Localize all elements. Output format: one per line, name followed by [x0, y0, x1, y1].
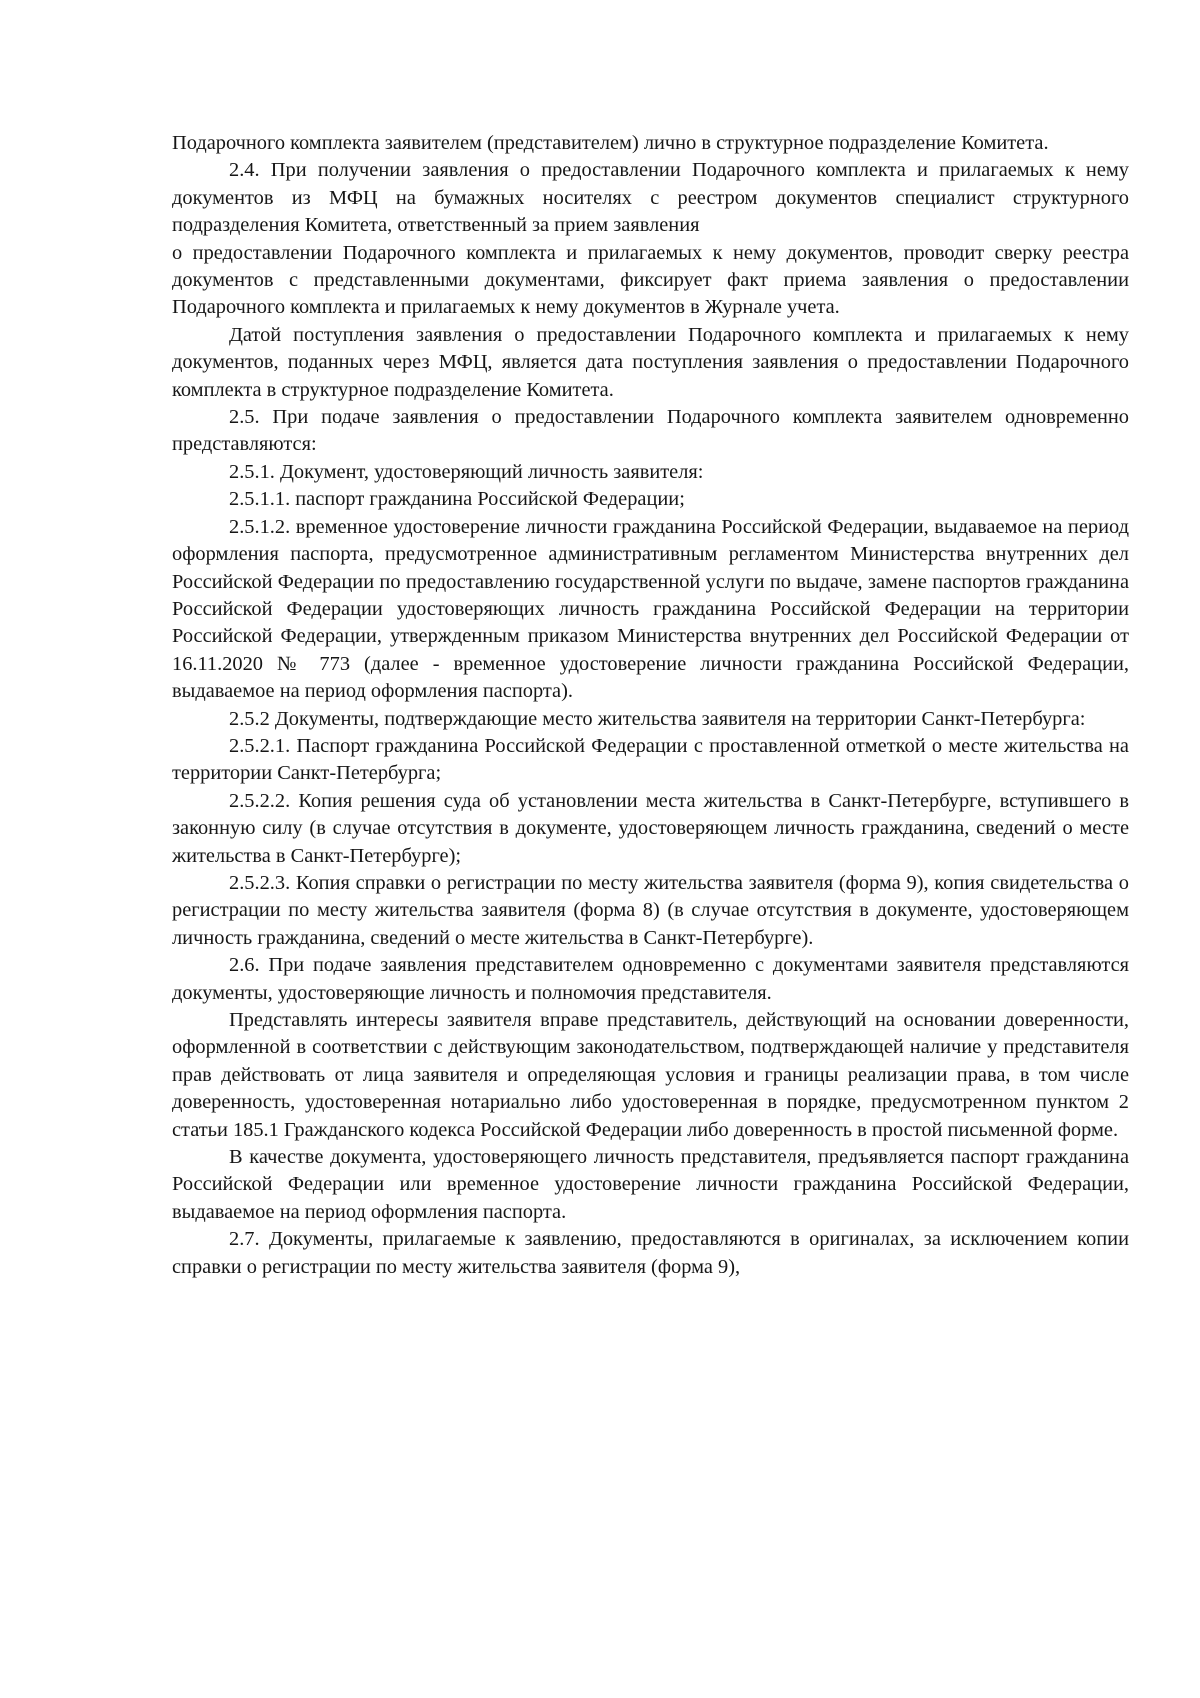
paragraph-1: Подарочного комплекта заявителем (представителем) лично в структурное подразделение Комитета.: [172, 132, 1049, 154]
paragraph-2-5-1-2: 2.5.1.2. временное удостоверение личности гражданина Российской Федерации, выдаваемое на период оформления паспорта, предусмотренное административным регламентом Министерства внутренних дел Российской Федерации по предоставлению государственной услуги по выдаче, замене паспортов гражданина Российской Федерации удостоверяющих личность гражданина Российской Федерации на территории Российской Федерации, утвержденным приказом Министерства внутренних дел Российской Федерации от 16.11.2020 № 773 (далее - временное удостоверение личности гражданина Российской Федерации, выдаваемое на период оформления паспорта).: [172, 515, 1129, 703]
document-page: [172, 130, 1129, 1281]
paragraph-representative: Представлять интересы заявителя вправе представитель, действующий на основании доверенности, оформленной в соответствии с действующим законодательством, подтверждающей наличие у представителя прав действовать от лица заявителя и определяющая условия и границы реализации права, в том числе доверенность, удостоверенная нотариально либо удостоверенная в порядке, предусмотренном пунктом 2 статьи 185.1 Гражданского кодекса Российской Федерации либо доверенность в простой письменной форме.: [172, 1009, 1129, 1141]
paragraph-receipt-date: Датой поступления заявления о предоставлении Подарочного комплекта и прилагаемых к нему документов, поданных через МФЦ, является дата поступления заявления о предоставлении Подарочного комплекта в структурное подразделение Комитета.: [172, 323, 1129, 401]
paragraph-2-4-cont: о предоставлении Подарочного комплекта и прилагаемых к нему документов, проводит сверку реестра документов с представленными документами, фиксирует факт приема заявления о предоставлении Подарочного комплекта и прилагаемых к нему документов в Журнале учета.: [172, 241, 1129, 319]
paragraph-2-5-1-1: 2.5.1.1. паспорт гражданина Российской Федерации;: [229, 488, 685, 511]
paragraph-2-5-2-2: 2.5.2.2. Копия решения суда об установлении места жительства в Санкт-Петербурге, вступившего в законную силу (в случае отсутствия в документе, удостоверяющем личность гражданина, сведений о месте жительства в Санкт-Петербурге);: [172, 789, 1129, 867]
paragraph-2-5-2: 2.5.2 Документы, подтверждающие место жительства заявителя на территории Санкт-Петербурга:: [229, 707, 1086, 730]
paragraph-2-7: 2.7. Документы, прилагаемые к заявлению, предоставляются в оригиналах, за исключением копии справки о регистрации по месту жительства заявителя (форма 9),: [172, 1228, 1129, 1278]
paragraph-representative-id: В качестве документа, удостоверяющего личность представителя, предъявляется паспорт гражданина Российской Федерации или временное удостоверение личности гражданина Российской Федерации, выдаваемое на период оформления паспорта.: [172, 1146, 1129, 1223]
paragraph-2-4: 2.4. При получении заявления о предоставлении Подарочного комплекта и прилагаемых к нему документов из МФЦ на бумажных носителях с реестром документов специалист структурного подразделения Комитета, ответственный за прием заявления: [172, 159, 1129, 237]
paragraph-2-6: 2.6. При подаче заявления представителем одновременно с документами заявителя представляются документы, удостоверяющие личность и полномочия представителя.: [172, 954, 1129, 1004]
paragraph-2-5: 2.5. При подаче заявления о предоставлении Подарочного комплекта заявителем одновременно представляются:: [172, 406, 1129, 456]
paragraph-2-5-2-3: 2.5.2.3. Копия справки о регистрации по месту жительства заявителя (форма 9), копия свидетельства о регистрации по месту жительства заявителя (форма 8) (в случае отсутствия в документе, удостоверяющем личность гражданина, сведений о месте жительства в Санкт-Петербурге).: [172, 871, 1129, 949]
paragraph-2-5-1: 2.5.1. Документ, удостоверяющий личность заявителя:: [229, 460, 704, 483]
paragraph-2-5-2-1: 2.5.2.1. Паспорт гражданина Российской Федерации с проставленной отметкой о месте жительства на территории Санкт-Петербурга;: [172, 734, 1129, 785]
